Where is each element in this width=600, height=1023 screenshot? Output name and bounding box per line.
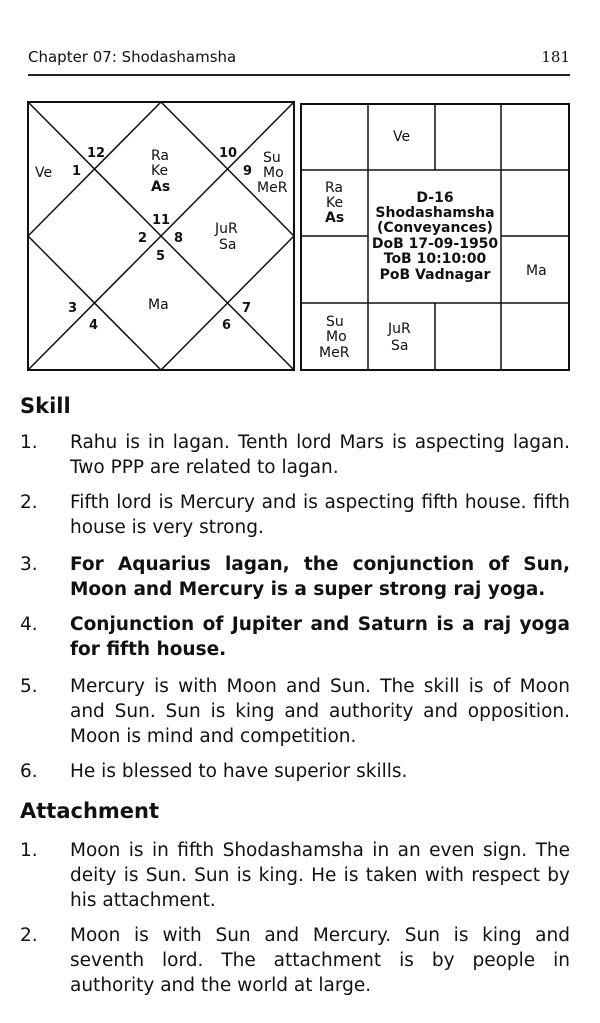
item-number: 2. [20,925,38,946]
item-number: 1. [20,840,38,861]
planet-sun: Su [326,314,344,330]
list-item [20,430,570,480]
planet-rahu: Ra [325,180,343,196]
planet-ketu: Ke [326,195,344,211]
chart-subtitle: Shodashamsha [375,205,495,221]
list-item [20,674,570,749]
item-text: Moon is with Sun and Mercury. Sun is king and seventh lord. The attachment is by people in authority and the world at large. [70,925,570,996]
item-number: 6. [20,761,38,782]
section-title-attachment: Attachment [20,799,160,823]
house-number: 12 [87,146,106,161]
section-title-skill: Skill [20,394,71,418]
north-indian-chart [27,101,295,371]
item-text: Moon is in fifth Shodashamsha in an even sign. The deity is Sun. Sun is king. He is taken with respect by his attachment. [70,840,570,911]
house-number: 3 [68,301,78,316]
house-number: 2 [138,231,148,246]
item-text: Mercury is with Moon and Sun. The skill is of Moon and Sun. Sun is king and authority and opposition. Moon is mind and competition. [70,676,570,747]
planet-moon: Mo [263,165,284,181]
item-text: He is blessed to have superior skills. [70,761,408,782]
planet-saturn: Sa [391,338,409,354]
chapter-title: Chapter 07: Shodashamsha [28,48,237,66]
item-number: 4. [20,614,38,635]
ascendant: As [325,210,345,226]
place-of-birth: PoB Vadnagar [379,267,491,283]
item-text: Fifth lord is Mercury and is aspecting fifth house. fifth house is very strong. [70,492,570,538]
ascendant: As [151,179,171,195]
time-of-birth: ToB 10:10:00 [383,251,487,267]
list-item [20,552,570,602]
planet-ketu: Ke [151,163,169,179]
house-number: 5 [156,249,166,264]
page-number: 181 [541,48,570,66]
house-number: 11 [152,213,171,228]
planet-sun: Su [263,150,281,166]
list-item [20,490,570,540]
list-item [20,759,570,784]
planet-rahu: Ra [151,148,169,164]
list-item [20,923,570,998]
planet-venus: Ve [35,165,53,181]
south-indian-chart [300,103,570,371]
item-text: For Aquarius lagan, the conjunction of Sun, Moon and Mercury is a super strong raj yoga. [70,554,570,600]
planet-mars: Ma [148,297,169,313]
house-number: 9 [243,164,253,179]
house-number: 4 [89,318,99,333]
house-number: 10 [219,146,238,161]
planet-mercury: MeR [257,180,288,196]
planet-jupiter: JuR [388,321,411,337]
date-of-birth: DoB 17-09-1950 [371,236,499,252]
house-number: 7 [242,301,252,316]
item-text: Rahu is in lagan. Tenth lord Mars is aspecting lagan. Two PPP are related to lagan. [70,432,570,478]
house-number: 6 [222,318,232,333]
planet-moon: Mo [326,329,347,345]
chart-title: D-16 [416,190,454,206]
list-item [20,838,570,913]
item-number: 2. [20,492,38,513]
item-number: 3. [20,554,38,575]
planet-mars: Ma [526,263,547,279]
chart-category: (Conveyances) [377,220,493,236]
item-number: 1. [20,432,38,453]
planet-venus: Ve [393,129,411,145]
house-number: 8 [174,231,184,246]
item-number: 5. [20,676,38,697]
planet-saturn: Sa [219,237,237,253]
planet-jupiter: JuR [215,221,238,237]
item-text: Conjunction of Jupiter and Saturn is a raj yoga for fifth house. [70,614,570,660]
page-header [28,44,570,76]
list-item [20,612,570,662]
planet-mercury: MeR [319,345,350,361]
house-number: 1 [72,164,82,179]
